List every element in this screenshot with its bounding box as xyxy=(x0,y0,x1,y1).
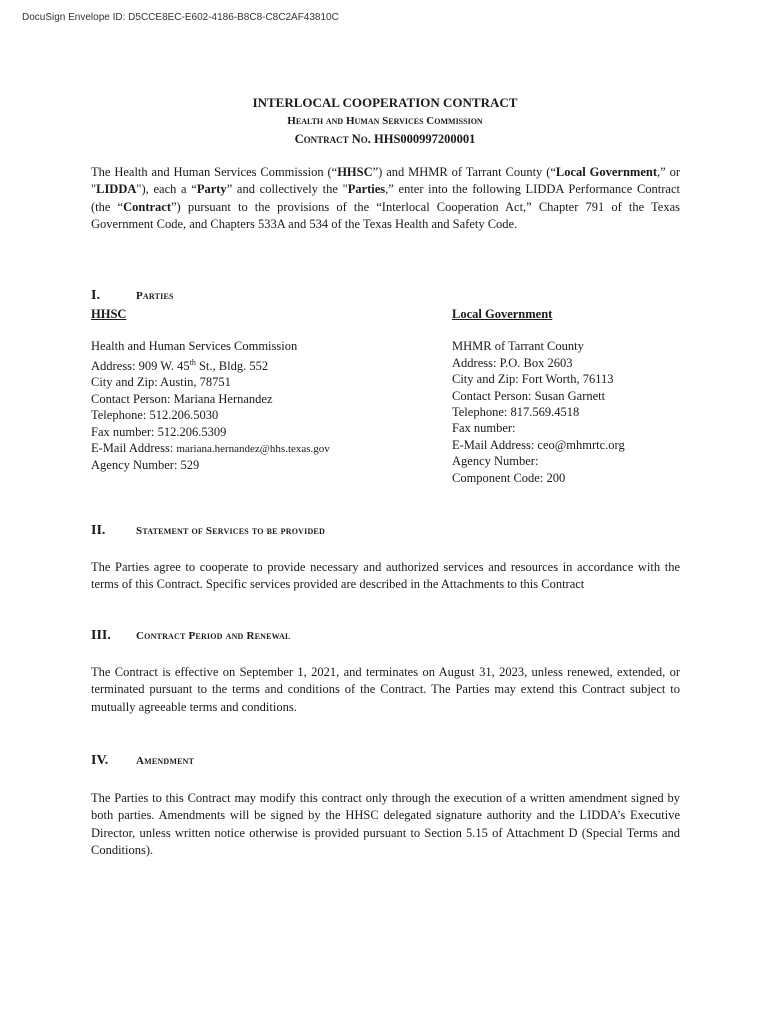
section-number: IV. xyxy=(91,753,109,768)
intro-paragraph: The Health and Human Services Commission (“HHSC”) and MHMR of Tarrant County (“Local Government,” or "LIDDA"), each a “Party” and collectively the "Parties,” enter into the following LIDDA Performance Contract (the “Contract”) pursuant to the provisions of the “Interlocal Cooperation Act,” Chapter 791 of the Texas Government Code, and Chapters 533A and 534 of the Texas Health and Safety Code. xyxy=(91,165,680,231)
hhsc-agency-number: Agency Number: 529 xyxy=(91,458,200,473)
hhsc-address: Address: 909 W. 45th St., Bldg. 552 xyxy=(91,357,269,373)
local-government-fax: Fax number: xyxy=(452,421,516,436)
local-government-address: Address: P.O. Box 2603 xyxy=(452,355,573,370)
hhsc-email: E-Mail Address: mariana.hernandez@hhs.texas.gov xyxy=(91,441,330,455)
section-number: I. xyxy=(91,288,100,303)
local-government-party-block xyxy=(452,306,625,486)
commission-title: Health and Human Services Commission xyxy=(287,115,483,127)
contract-title: INTERLOCAL COOPERATION CONTRACT xyxy=(252,95,518,110)
amendment-paragraph: The Parties to this Contract may modify this contract only through the execution of a written amendment signed by both parties. Amendments will be signed by the HHSC delegated signature authority and the LIDDA’s Executive Director, unless written notice otherwise is provided pursuant to Section 5.15 of Attachment D (Special Terms and Conditions). xyxy=(91,791,680,857)
local-government-name: MHMR of Tarrant County xyxy=(452,339,584,354)
local-government-city: City and Zip: Fort Worth, 76113 xyxy=(452,372,614,387)
docusign-envelope-id: DocuSign Envelope ID: D5CCE8EC-E602-4186-B8C8-C8C2AF43810C xyxy=(22,12,339,23)
hhsc-city: City and Zip: Austin, 78751 xyxy=(91,375,231,390)
section-label: Statement of Services to be provided xyxy=(136,525,325,537)
section-heading-parties xyxy=(91,288,174,304)
section-number: III. xyxy=(91,628,111,643)
section-heading-period xyxy=(91,628,291,644)
local-government-email: E-Mail Address: ceo@mhmrtc.org xyxy=(452,437,625,452)
hhsc-phone: Telephone: 512.206.5030 xyxy=(91,408,219,423)
section-heading-services xyxy=(91,523,325,539)
section-label: Parties xyxy=(136,290,174,302)
local-government-heading: Local Government xyxy=(452,307,553,321)
services-paragraph: The Parties agree to cooperate to provide necessary and authorized services and resources in accordance with the terms of this Contract. Specific services provided are described in the Attachments to this Contract xyxy=(91,560,680,592)
contract-title-block xyxy=(0,94,770,148)
contract-number: Contract No. HHS000997200001 xyxy=(294,132,476,146)
local-government-phone: Telephone: 817.569.4518 xyxy=(452,405,580,420)
section-label: Amendment xyxy=(136,755,195,767)
hhsc-fax: Fax number: 512.206.5309 xyxy=(91,424,227,439)
hhsc-name: Health and Human Services Commission xyxy=(91,339,298,354)
local-government-contact: Contact Person: Susan Garnett xyxy=(452,388,606,403)
local-government-component-code: Component Code: 200 xyxy=(452,470,566,485)
hhsc-heading: HHSC xyxy=(91,307,127,321)
local-government-agency-number: Agency Number: xyxy=(452,454,539,469)
section-heading-amendment xyxy=(91,753,194,769)
section-label: Contract Period and Renewal xyxy=(136,630,291,642)
section-number: II. xyxy=(91,523,106,538)
hhsc-contact: Contact Person: Mariana Hernandez xyxy=(91,391,273,406)
period-paragraph: The Contract is effective on September 1, 2021, and terminates on August 31, 2023, unless renewed, extended, or terminated pursuant to the terms and conditions of the Contract. The Parties may extend this Contract subject to mutually agreeable terms and conditions. xyxy=(91,665,680,714)
hhsc-party-block xyxy=(91,306,330,474)
